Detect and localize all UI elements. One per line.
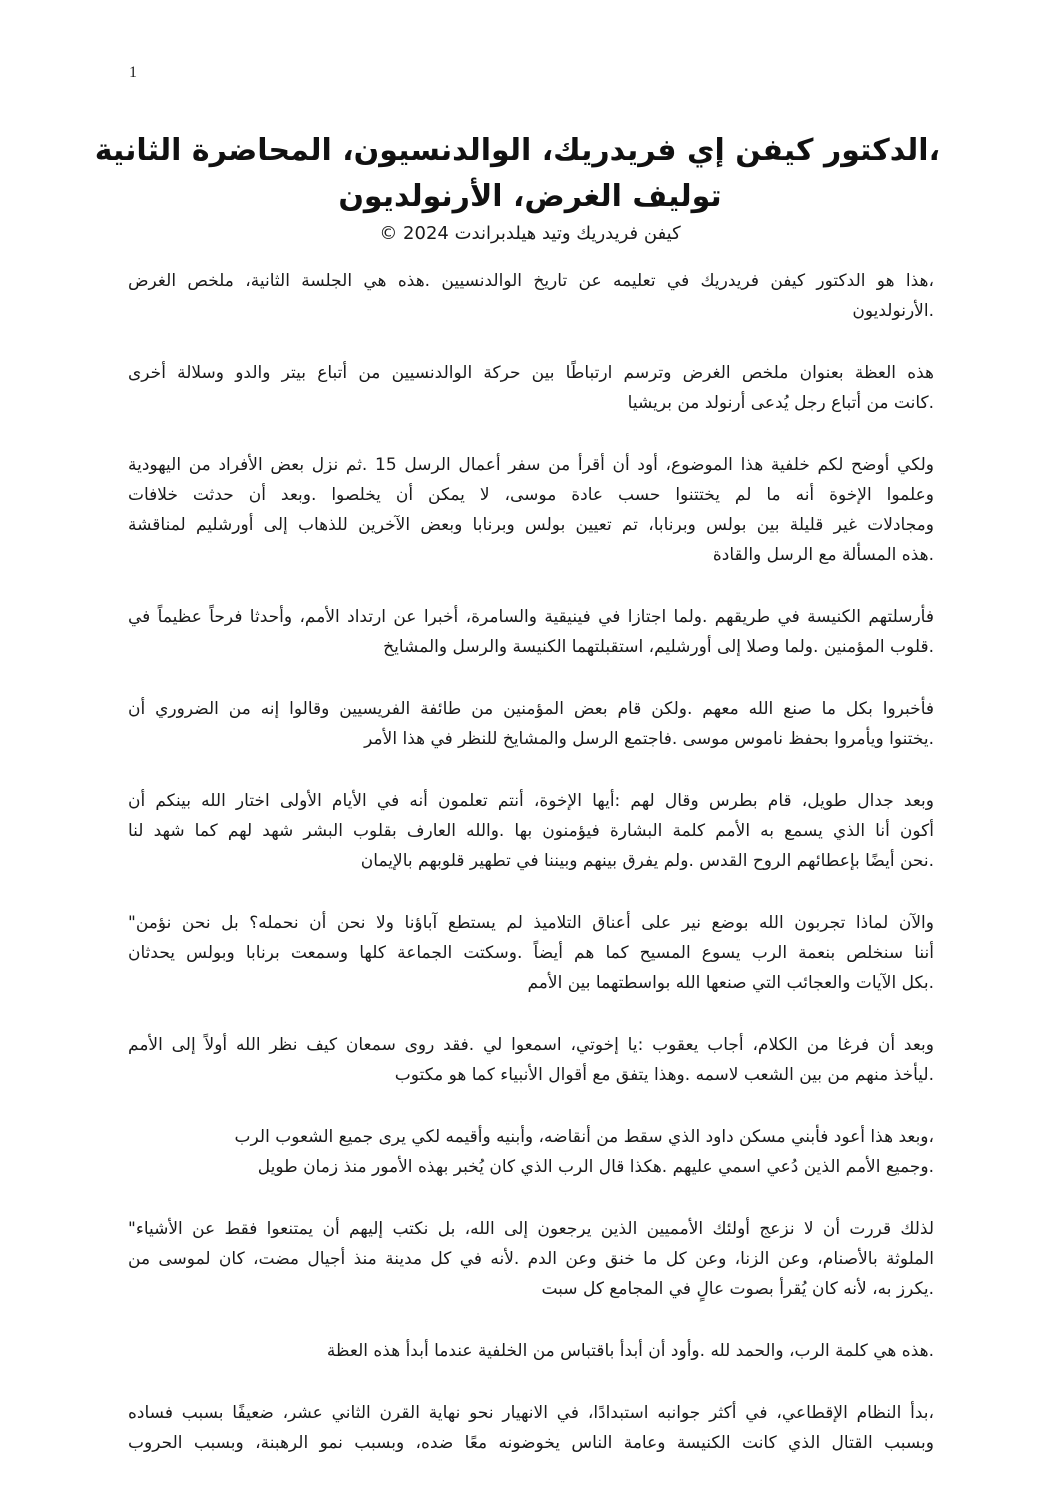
paragraph xyxy=(128,602,934,662)
paragraph-line: وعلموا الإخوة أنه ما لم يختتنوا حسب عادة موسى، لا يمكن أن يخلصوا .وبعد أن حدثت خلافات xyxy=(128,485,934,505)
paragraph xyxy=(128,786,934,876)
paragraph-line: .هذه المسألة مع الرسل والقادة xyxy=(712,545,934,565)
paragraph-line: وبسبب القتال الذي كانت الكنيسة وعامة الناس يخوضونه معًا ضده، وبسبب نمو الرهبنة، وبسبب الحروب xyxy=(128,1433,934,1453)
paragraph-line: .يكرز به، لأنه كان يُقرأ بصوت عالٍ في المجامع كل سبت xyxy=(541,1279,934,1299)
paragraph xyxy=(128,266,934,326)
paragraph-line: ولكي أوضح لكم خلفية هذا الموضوع، أود أن أقرأ من سفر أعمال الرسل 15 .ثم نزل بعض الأفراد من اليهودية xyxy=(128,455,934,475)
paragraph-line: ،بدأ النظام الإقطاعي، في أكثر جوانبه استبدادًا، في الانهيار نحو نهاية القرن الثاني عشر، ضعيفًا بسبب فساده xyxy=(128,1403,934,1423)
paragraph-line: .ليأخذ منهم من بين الشعب لاسمه .وهذا يتفق مع أقوال الأنبياء كما هو مكتوب xyxy=(394,1065,934,1085)
paragraph-line: ،هذا هو الدكتور كيفن فريدريك في تعليمه عن تاريخ الوالدنسيين .هذه هي الجلسة الثانية، ملخص الغرض xyxy=(128,271,934,291)
paragraph-line: .نحن أيضًا بإعطائهم الروح القدس .ولم يفرق بينهم وبيننا في تطهير قلوبهم بالإيمان xyxy=(360,851,934,871)
paragraph-line: أكون أنا الذي يسمع به الأمم كلمة البشارة فيؤمنون بها .والله العارف بقلوب البشر شهد لهم كما شهد لنا xyxy=(128,821,934,841)
paragraph xyxy=(128,1336,934,1366)
paragraph-line: .قلوب المؤمنين .ولما وصلا إلى أورشليم، استقبلتهما الكنيسة والرسل والمشايخ xyxy=(383,637,934,657)
paragraph xyxy=(128,358,934,418)
paragraph-line: وبعد أن فرغا من الكلام، أجاب يعقوب :يا إخوتي، اسمعوا لي .فقد روى سمعان كيف نظر الله أولاً إلى الأمم xyxy=(128,1035,934,1055)
paragraph-line: .كانت من أتباع رجل يُدعى أرنولد من بريشيا xyxy=(627,393,934,413)
paragraph xyxy=(128,1122,934,1182)
paragraph xyxy=(128,1214,934,1304)
paragraph-line: ،وبعد هذا أعود فأبني مسكن داود الذي سقط من أنقاضه، وأبنيه وأقيمه لكي يرى جميع الشعوب الرب xyxy=(234,1127,934,1147)
page-number: 1 xyxy=(129,64,137,81)
paragraph xyxy=(128,694,934,754)
paragraph-line: لذلك قررت أن لا نزعج أولئك الأمميين الذين يرجعون إلى الله، بل نكتب إليهم أن يمتنعوا فقط عن الأشياء" xyxy=(128,1219,934,1239)
paragraph xyxy=(128,1398,934,1458)
document-body xyxy=(128,266,934,1490)
paragraph-line: فأخبروا بكل ما صنع الله معهم .ولكن قام بعض المؤمنين من طائفة الفريسيين وقالوا إنه من الضروري أن xyxy=(128,699,934,719)
document-title-line-2: توليف الغرض، الأرنولديون xyxy=(338,179,722,214)
document-title-line-1: ،الدكتور كيفن إي فريدريك، الوالدنسيون، المحاضرة الثانية xyxy=(94,133,940,168)
paragraph-line: الملوثة بالأصنام، وعن الزنا، وعن كل ما خنق وعن الدم .لأنه في كل مدينة منذ أجيال مضت، كان لموسى من xyxy=(128,1249,934,1269)
paragraph-line: .الأرنولديون xyxy=(852,301,934,321)
paragraph-line: والآن لماذا تجربون الله بوضع نير على أعناق التلاميذ لم يستطع آباؤنا ولا نحن أن نحمله؟ بل نحن نؤمن" xyxy=(128,913,934,933)
paragraph-line: .هذه هي كلمة الرب، والحمد لله .وأود أن أبدأ باقتباس من الخلفية عندما أبدأ هذه العظة xyxy=(326,1341,934,1361)
paragraph-line: وبعد جدال طويل، قام بطرس وقال لهم :أيها الإخوة، أنتم تعلمون أنه في الأيام الأولى اختار الله بينكم أن xyxy=(128,791,934,811)
paragraph xyxy=(128,908,934,998)
document-header xyxy=(94,128,940,248)
paragraph-line: أننا سنخلص بنعمة الرب يسوع المسيح كما هم أيضاً .وسكتت الجماعة كلها وسمعت برنابا وبولس يحدثان xyxy=(128,943,934,963)
paragraph-line: فأرسلتهم الكنيسة في طريقهم .ولما اجتازا في فينيقية والسامرة، أخبرا عن ارتداد الأمم، وأحدثا فرحاً عظيماً في xyxy=(128,607,934,627)
copyright-line: كيفن فريدريك وتيد هيلدبراندت 2024 © xyxy=(379,223,681,244)
paragraph xyxy=(128,1030,934,1090)
paragraph-line: .بكل الآيات والعجائب التي صنعها الله بواسطتهما بين الأمم xyxy=(527,973,934,993)
paragraph-line: ومجادلات غير قليلة بين بولس وبرنابا، تم تعيين بولس وبرنابا وبعض الآخرين للذهاب إلى أورشليم لمناقشة xyxy=(128,515,934,535)
paragraph xyxy=(128,450,934,570)
paragraph-line: هذه العظة بعنوان ملخص الغرض وترسم ارتباطًا بين حركة الوالدنسيين من أتباع بيتر والدو وسلالة أخرى xyxy=(128,363,934,383)
paragraph-line: .يختنوا ويأمروا بحفظ ناموس موسى .فاجتمع الرسل والمشايخ للنظر في هذا الأمر xyxy=(364,729,934,749)
paragraph-line: .وجميع الأمم الذين دُعي اسمي عليهم .هكذا قال الرب الذي كان يُخبر بهذه الأمور منذ زمان طويل xyxy=(257,1157,934,1177)
